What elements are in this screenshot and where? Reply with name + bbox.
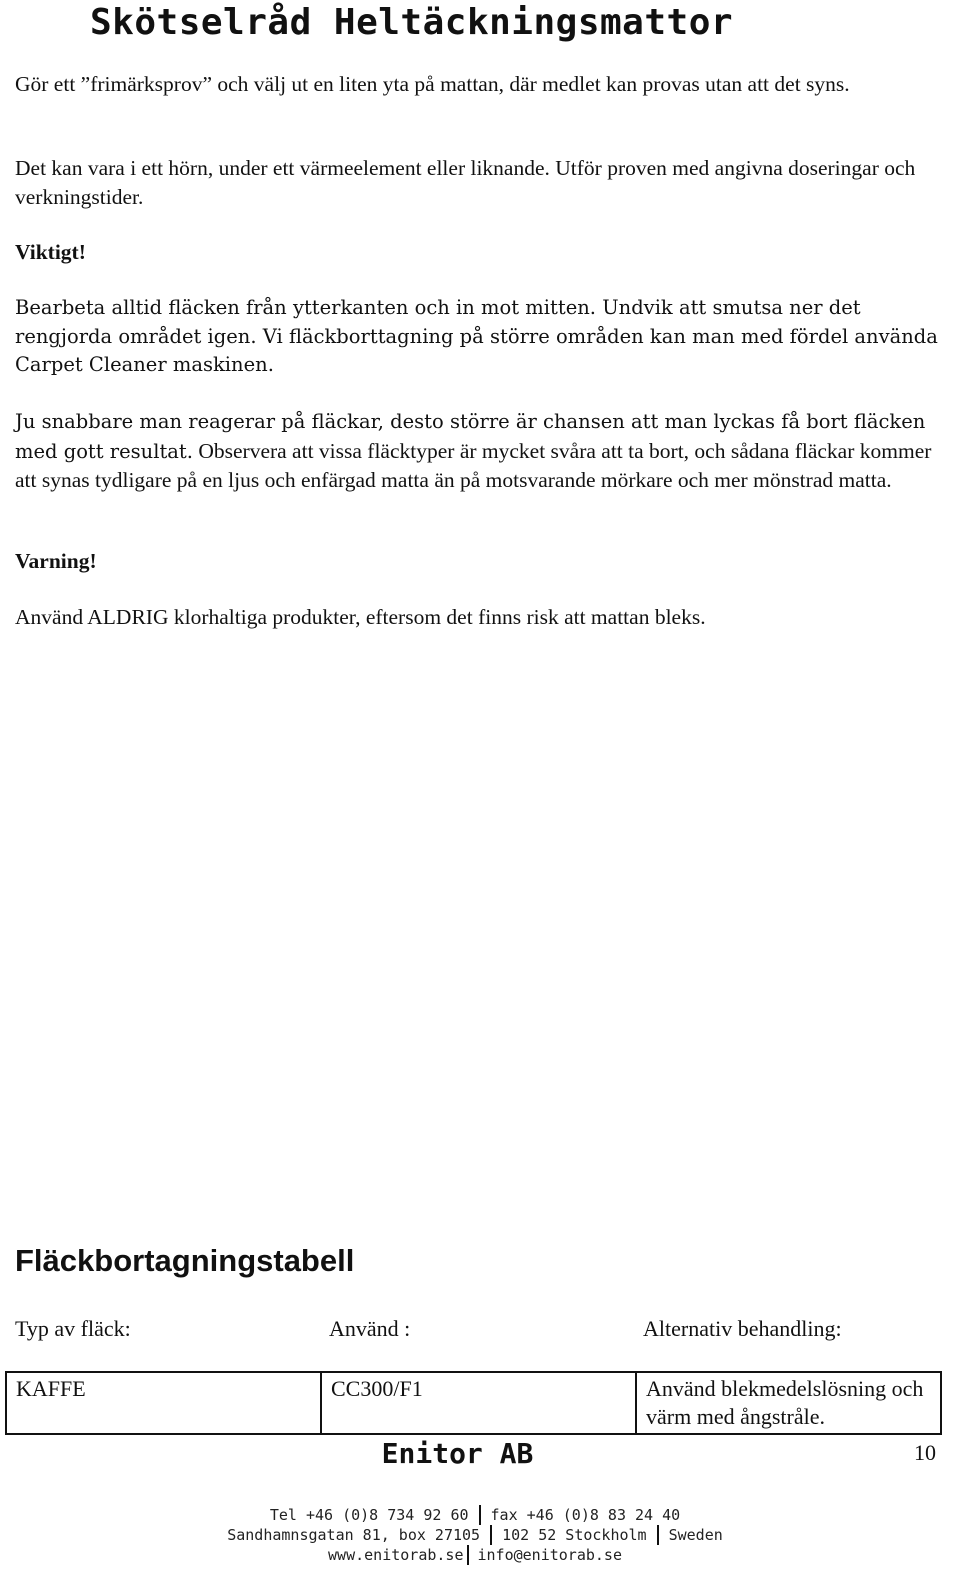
page-title: Skötselråd Heltäckningsmattor xyxy=(90,2,734,43)
reaction-paragraph xyxy=(15,407,945,495)
warning-paragraph: Använd ALDRIG klorhaltiga produkter, eftersom det finns risk att mattan bleks. xyxy=(15,605,706,629)
footer-postal: 102 52 Stockholm xyxy=(502,1526,647,1544)
column-header-use: Använd : xyxy=(329,1316,411,1341)
warning-heading: Varning! xyxy=(15,549,97,573)
intro-paragraph: Gör ett ”frimärksprov” och välj ut en liten yta på mattan, där medlet kan provas utan att det syns. xyxy=(15,72,850,96)
footer-fax: fax +46 (0)8 83 24 40 xyxy=(490,1506,681,1524)
footer-contact-line-1 xyxy=(0,1505,950,1525)
page-number: 10 xyxy=(914,1440,936,1465)
footer-company-name: Enitor AB xyxy=(381,1437,534,1470)
test-location-paragraph: Det kan vara i ett hörn, under ett värmeelement eller liknande. Utför proven med angivna doseringar och verkningstider. xyxy=(15,156,916,209)
stain-table xyxy=(5,1371,942,1435)
footer-phone: Tel +46 (0)8 734 92 60 xyxy=(269,1506,469,1524)
footer-separator xyxy=(479,1505,481,1525)
cell-use: CC300/F1 xyxy=(321,1372,636,1434)
reaction-text-part2: Observera att vissa fläcktyper är mycket svåra att ta bort, och sådana fläckar kommer att synas tydligare på en ljus och enfärgad matta än på motsvarande mörkare och mer mönstrad matta. xyxy=(15,438,932,492)
cell-alternative: Använd blekmedelslösning och värm med ångstråle. xyxy=(636,1372,941,1434)
technique-paragraph: Bearbeta alltid fläcken från ytterkanten och in mot mitten. Undvik att smutsa ner det rengjorda området igen. Vi fläckborttagning på större områden kan man med fördel använda Carpet Cleaner maskinen. xyxy=(15,296,938,376)
table-row xyxy=(6,1372,941,1434)
footer-website[interactable]: www.enitorab.se xyxy=(328,1546,464,1564)
important-heading: Viktigt! xyxy=(15,240,86,264)
footer-address: Sandhamnsgatan 81, box 27105 xyxy=(227,1526,481,1544)
footer-country: Sweden xyxy=(668,1526,723,1544)
footer-separator xyxy=(467,1545,469,1565)
column-header-alternative: Alternativ behandling: xyxy=(643,1316,842,1341)
cell-stain-type: KAFFE xyxy=(6,1372,321,1434)
column-header-stain-type: Typ av fläck: xyxy=(15,1316,131,1341)
footer-separator xyxy=(490,1525,492,1545)
footer-separator xyxy=(657,1525,659,1545)
reaction-text-part1: Ju snabbare man reagerar på fläckar, desto större är chansen att man lyckas få bort fläcken med gott resultat. xyxy=(15,410,926,463)
footer-contact-line-2 xyxy=(0,1525,950,1545)
footer-email[interactable]: info@enitorab.se xyxy=(477,1546,622,1564)
footer-contact-line-3 xyxy=(0,1545,950,1565)
stain-table-title: Fläckbortagningstabell xyxy=(15,1243,355,1278)
